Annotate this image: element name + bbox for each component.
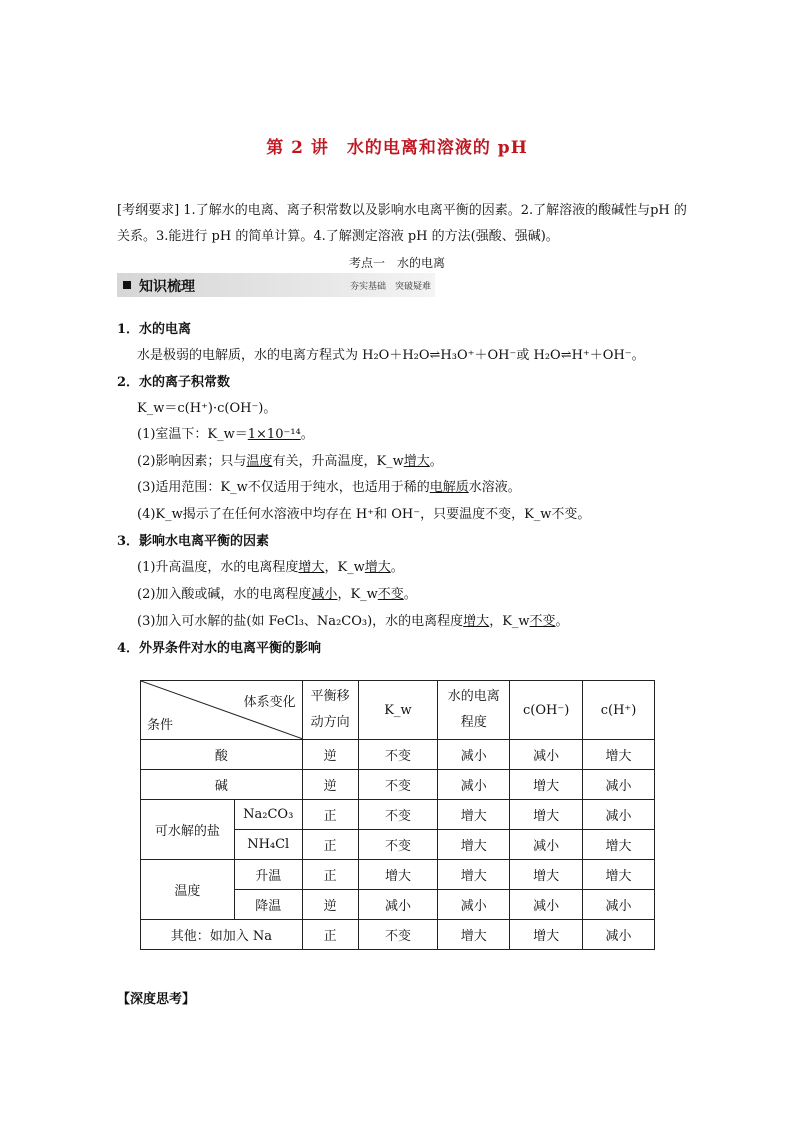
- degree-cell: 增大: [438, 920, 510, 950]
- syllabus-requirements: [117, 198, 687, 250]
- oh-cell: 增大: [510, 800, 583, 830]
- oh-cell: 减小: [510, 890, 583, 920]
- item-2-3-pre: (3)适用范围：K_w不仅适用于纯水，也适用于稀的: [137, 480, 430, 495]
- shift-cell: 逆: [302, 890, 358, 920]
- diag-top-label: 体系变化: [243, 695, 296, 710]
- shift-cell: 逆: [302, 770, 358, 800]
- item-3-1: [137, 556, 404, 575]
- item-2-3-answer: 电解质: [429, 480, 469, 495]
- kw-cell: 不变: [358, 770, 438, 800]
- item-2-1: [137, 423, 314, 442]
- oh-cell: 减小: [510, 740, 583, 770]
- header-kw-label: K_w: [384, 702, 412, 718]
- header-kw: [358, 681, 438, 740]
- sub-cond-cell: 降温: [234, 890, 302, 920]
- kw-cell: 减小: [358, 890, 438, 920]
- item-2-3-post: 水溶液。: [468, 480, 521, 495]
- item-2-2: [137, 450, 443, 469]
- table-row: [141, 740, 655, 770]
- item-2-title: 2．水的离子积常数: [117, 375, 231, 390]
- sub-cond-cell: Na₂CO₃: [234, 800, 302, 830]
- h-cell: 增大: [583, 740, 655, 770]
- page-title: 第 2 讲 水的电离和溶液的 pH: [266, 138, 528, 158]
- header-shift-label: 平衡移 动方向: [310, 689, 350, 730]
- oh-cell: 减小: [510, 830, 583, 860]
- item-3-1-answer-1: 增大: [298, 560, 325, 575]
- item-3-2-answer-2: 不变: [377, 587, 404, 602]
- table-row: [141, 800, 655, 830]
- item-3-title: 3．影响水电离平衡的因素: [117, 534, 270, 549]
- item-2-2-answer-2: 增大: [403, 454, 430, 469]
- item-2-4: (4)K_w揭示了在任何水溶液中均存在 H⁺和 OH⁻，只要温度不变，K_w不变。: [137, 507, 591, 522]
- item-3-3-mid: ，K_w: [489, 614, 530, 629]
- item-3-3-post: 。: [555, 614, 569, 629]
- item-3-3: [137, 610, 569, 629]
- cond-cell: 其他：如加入 Na: [141, 920, 303, 950]
- item-1-title: 1．水的电离: [117, 322, 192, 337]
- banner-title: 知识梳理: [139, 279, 195, 295]
- h-cell: 减小: [583, 770, 655, 800]
- item-2-3: [137, 476, 521, 495]
- header-oh-label: c(OH⁻): [522, 702, 570, 718]
- table-row: [141, 770, 655, 800]
- item-3-2: [137, 583, 417, 602]
- cond-cell: 碱: [141, 770, 303, 800]
- shift-cell: 正: [302, 860, 358, 890]
- knowledge-banner: [117, 273, 435, 297]
- degree-cell: 增大: [438, 800, 510, 830]
- cond-cell: 酸: [141, 740, 303, 770]
- item-3-2-answer-1: 减小: [311, 587, 338, 602]
- item-3-1-answer-2: 增大: [364, 560, 391, 575]
- requirements-label: [考纲要求]: [117, 203, 180, 218]
- kw-cell: 不变: [358, 830, 438, 860]
- degree-cell: 减小: [438, 770, 510, 800]
- h-cell: 增大: [583, 830, 655, 860]
- requirements-text: 1.了解水的电离、离子积常数以及影响水电离平衡的因素。2.了解溶液的酸碱性与pH 的关系。3.能进行 pH 的简单计算。4.了解测定溶液 pH 的方法(强酸、强碱)。: [117, 203, 687, 244]
- oh-cell: 增大: [510, 860, 583, 890]
- group-cell: 温度: [141, 860, 235, 920]
- oh-cell: 增大: [510, 920, 583, 950]
- item-3-3-answer-1: 增大: [463, 614, 490, 629]
- item-3-1-pre: (1)升高温度，水的电离程度: [137, 560, 299, 575]
- item-3-3-answer-2: 不变: [529, 614, 556, 629]
- sub-cond-cell: 升温: [234, 860, 302, 890]
- deep-thinking-heading: 【深度思考】: [117, 992, 196, 1007]
- item-2-1-answer: 1×10⁻¹⁴: [247, 427, 301, 442]
- header-degree-label: 水的电离 程度: [447, 689, 500, 730]
- item-3-1-post: 。: [390, 560, 404, 575]
- header-h-label: c(H⁺): [600, 702, 637, 718]
- section-heading: 考点一 水的电离: [348, 256, 445, 270]
- banner-subtitle: 夯实基础 突破疑难: [349, 282, 431, 292]
- diagonal-header-cell: [141, 681, 303, 740]
- item-3-2-post: 。: [403, 587, 417, 602]
- group-cell: 可水解的盐: [141, 800, 235, 860]
- table-row: [141, 920, 655, 950]
- item-4-title: 4．外界条件对水的电离平衡的影响: [117, 641, 322, 656]
- h-cell: 减小: [583, 890, 655, 920]
- degree-cell: 减小: [438, 890, 510, 920]
- shift-cell: 正: [302, 830, 358, 860]
- item-3-1-mid: ，K_w: [324, 560, 365, 575]
- h-cell: 减小: [583, 920, 655, 950]
- header-oh: [510, 681, 583, 740]
- degree-cell: 减小: [438, 740, 510, 770]
- kw-cell: 不变: [358, 920, 438, 950]
- table-header-row: [141, 681, 655, 740]
- item-1-text: 水是极弱的电解质，水的电离方程式为 H₂O＋H₂O⇌H₃O⁺＋OH⁻或 H₂O⇌H⁺＋OH⁻。: [137, 348, 645, 363]
- kw-cell: 不变: [358, 800, 438, 830]
- square-bullet-icon: [123, 281, 131, 289]
- kw-cell: 不变: [358, 740, 438, 770]
- degree-cell: 增大: [438, 830, 510, 860]
- item-2-2-mid: 有关，升高温度，K_w: [272, 454, 404, 469]
- item-2-1-pre: (1)室温下：K_w＝: [137, 427, 248, 442]
- item-2-1-post: 。: [300, 427, 314, 442]
- item-3-2-mid: ，K_w: [337, 587, 378, 602]
- shift-cell: 正: [302, 920, 358, 950]
- conditions-table: [140, 680, 655, 950]
- item-3-3-pre: (3)加入可水解的盐(如 FeCl₃、Na₂CO₃)，水的电离程度: [137, 614, 464, 629]
- shift-cell: 逆: [302, 740, 358, 770]
- sub-cond-cell: NH₄Cl: [234, 830, 302, 860]
- item-2-2-pre: (2)影响因素；只与: [137, 454, 247, 469]
- kw-cell: 增大: [358, 860, 438, 890]
- diag-bottom-label: 条件: [147, 718, 174, 733]
- oh-cell: 增大: [510, 770, 583, 800]
- table-row: [141, 860, 655, 890]
- shift-cell: 正: [302, 800, 358, 830]
- h-cell: 减小: [583, 800, 655, 830]
- header-shift: [302, 681, 358, 740]
- item-3-2-pre: (2)加入酸或碱，水的电离程度: [137, 587, 312, 602]
- item-2-definition: K_w＝c(H⁺)·c(OH⁻)。: [137, 401, 277, 416]
- item-2-2-answer-1: 温度: [246, 454, 273, 469]
- h-cell: 增大: [583, 860, 655, 890]
- degree-cell: 增大: [438, 860, 510, 890]
- item-2-2-post: 。: [429, 454, 443, 469]
- header-h: [583, 681, 655, 740]
- header-degree: [438, 681, 510, 740]
